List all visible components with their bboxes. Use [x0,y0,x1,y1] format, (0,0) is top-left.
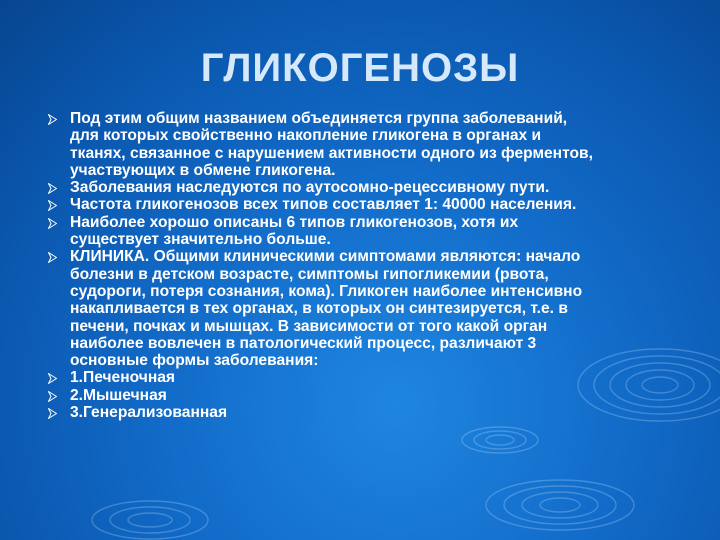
bullet-line: печени, почках и мышцах. В зависимости от того какой орган [70,317,548,335]
bullet-list [48,110,688,421]
bullet-line: судороги, потеря сознания, кома). Гликоген наиболее интенсивно [70,282,583,300]
bullet-line: накапливается в тех органах, в которых он синтезируется, т.е. в [70,300,568,318]
arrowhead-bullet-icon [48,114,57,125]
bullet-item [48,110,688,179]
bullet-item [48,214,688,249]
bullet-line: 3.Генерализованная [70,404,228,422]
bullet-line: Наиболее хорошо описаны 6 типов гликогенозов, хотя их [70,213,519,231]
arrowhead-bullet-icon [48,252,57,263]
bullet-line: КЛИНИКА. Общими клиническими симптомами являются: начало [70,248,581,266]
bullet-item [48,387,688,404]
bullet-line: болезни в детском возрасте, симптомы гипогликемии (рвота, [70,265,549,283]
arrowhead-bullet-icon [48,391,57,402]
arrowhead-bullet-icon [48,200,57,211]
bullet-item [48,248,688,369]
bullet-line: существует значительно больше. [70,231,331,249]
bullet-line: Под этим общим названием объединяется группа заболеваний, [70,110,568,127]
bullet-item [48,196,688,213]
bullet-line: тканях, связанное с нарушением активности одного из ферментов, [70,144,593,162]
bullet-line: наиболее вовлечен в патологический процесс, различают 3 [70,334,537,352]
arrowhead-bullet-icon [48,183,57,194]
bullet-line: Частота гликогенозов всех типов составляет 1: 40000 населения. [70,196,577,214]
bullet-line: участвующих в обмене гликогена. [70,161,336,179]
bullet-item [48,404,688,421]
bullet-line: Заболевания наследуются по аутосомно-рецессивному пути. [70,179,550,197]
bullet-line: основные формы заболевания: [70,352,319,370]
arrowhead-bullet-icon [48,373,57,384]
slide-title: ГЛИКОГЕНОЗЫ [200,46,520,90]
bullet-line: для которых свойственно накопление гликогена в органах и [70,127,542,145]
bullet-line: 1.Печеночная [70,369,176,387]
arrowhead-bullet-icon [48,218,57,229]
bullet-item [48,179,688,196]
bullet-line: 2.Мышечная [70,386,167,404]
arrowhead-bullet-icon [48,408,57,419]
bullet-item [48,369,688,386]
